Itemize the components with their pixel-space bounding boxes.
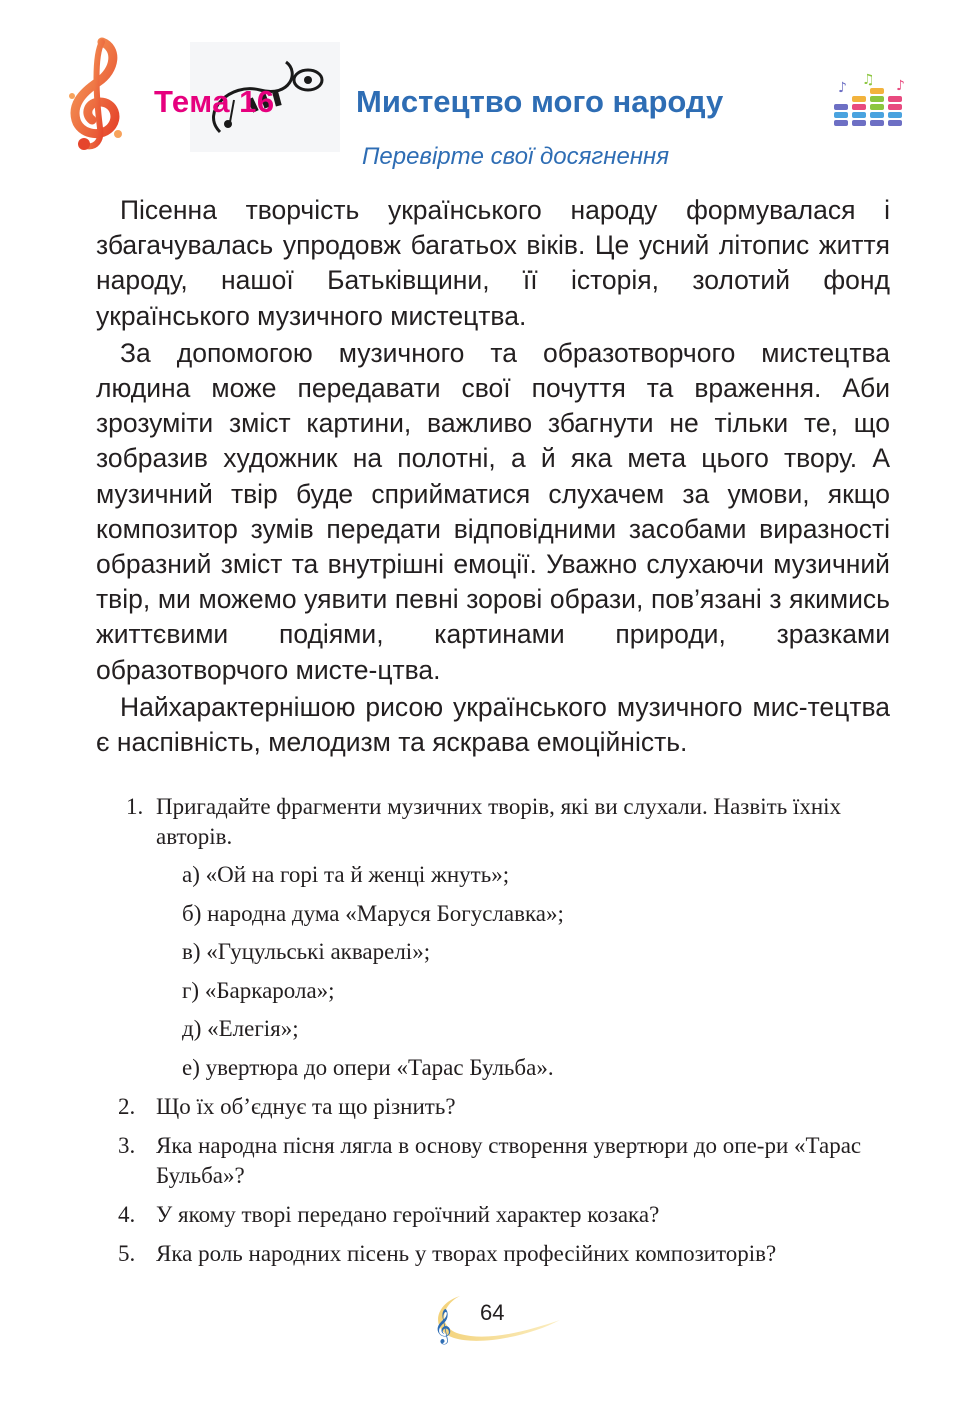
question-5 [118,1239,898,1269]
sub-question-a: а) «Ой на горі та й женці жнуть»; [182,862,510,887]
question-number: 5. [118,1240,136,1266]
page-number: 64 [480,1300,505,1325]
svg-text:♫: ♫ [862,72,875,88]
question-3 [118,1131,898,1191]
question-number: 3. [118,1132,136,1158]
sub-question-g: г) «Баркарола»; [182,977,335,1003]
sub-question-v: в) «Гуцульські акварелі»; [182,939,431,965]
question-list [118,792,898,1278]
sub-question-list [182,860,898,1083]
question-text: Яка народна пісня лягла в основу створення увертюри до опе-ри «Тарас Бульба»? [156,1132,862,1188]
equalizer-notes-icon [832,70,914,128]
treble-clef-icon: 𝄞 [434,1309,452,1344]
paragraph-3: Найхарактернішою рисою українського музичного мис-тецтва є наспівність, мелодизм та яскрава емоційність. [96,691,890,758]
question-number: 2. [118,1093,136,1119]
svg-text:♪: ♪ [838,80,847,96]
question-4 [118,1200,898,1230]
page-title: Мистецтво мого народу [356,84,724,119]
paragraph-1: Пісенна творчість українського народу формувалася і збагачувалась упродовж багатьох віків. Це усний літопис життя народу, нашої Батьківщини, її історія, золотий фонд українського музичного мистецтва. [96,195,890,331]
body-text [96,193,890,762]
paragraph-2: За допомогою музичного та образотворчого мистецтва людина може передавати свої почуття та враження. Аби зрозуміти зміст картини, важливо збагнути не тільки те, що зобразив художник на полотні, а й яка мета цього твору. А музичний твір буде сприйматися слухачем за умови, якщо композитор зумів передати відповідними засобами виразності образний зміст та внутрішні емоції. Уважно слухаючи музичний твір, ми можемо уявити певні зорові образи, пов’язані з якимись життєвими подіями, картинами природи, зразками образотворчого мисте-цтва. [96,337,890,685]
question-1 [118,792,898,1083]
theme-label: Тема 16 [154,84,275,119]
page-header [0,0,963,180]
question-text: Яка роль народних пісень у творах професійних композиторів? [156,1240,777,1266]
page-footer [420,1282,570,1352]
sub-question-b: б) народна дума «Маруся Богуславка»; [182,900,564,926]
treble-clef-icon [62,36,132,154]
question-number: 4. [118,1201,136,1227]
svg-text:♪: ♪ [896,78,905,94]
question-text: Що їх об’єднує та що різнить? [156,1093,456,1119]
question-text: У якому творі передано героїчний характер козака? [156,1201,660,1227]
page-subtitle: Перевірте свої досягнення [362,143,670,170]
sub-question-e: е) увертюра до опери «Тарас Бульба». [182,1054,554,1080]
question-text: Пригадайте фрагменти музичних творів, які ви слухали. Назвіть їхніх авторів. [156,794,842,849]
question-number: 1. [126,794,144,819]
sub-question-d: д) «Елегія»; [182,1016,299,1042]
question-2 [118,1092,898,1122]
